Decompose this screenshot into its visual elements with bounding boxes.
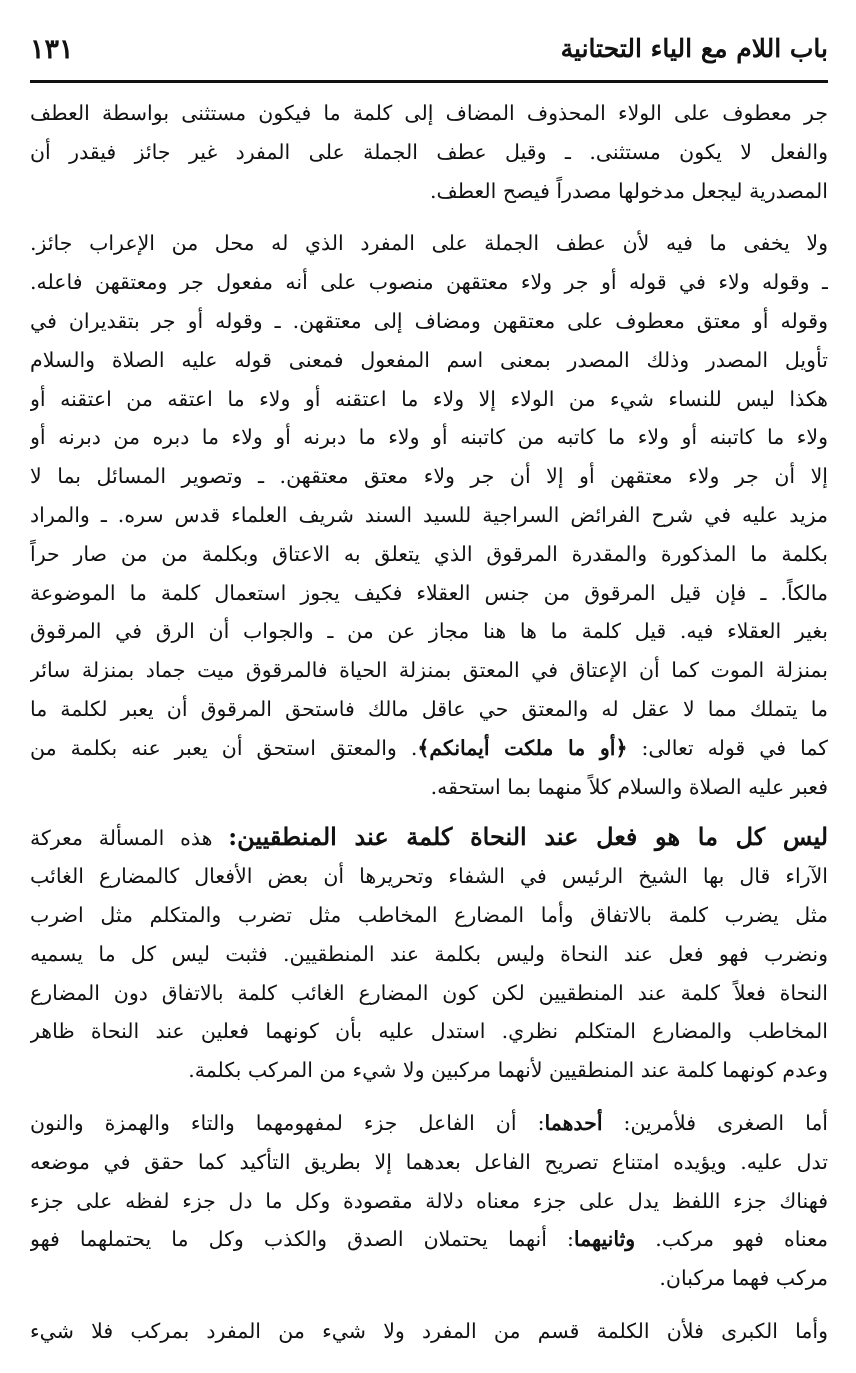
text-line: ولاء ما كاتبنه أو ولاء ما كاتبه من كاتبنه أو ولاء ما دبرنه أو ولاء ما دبره من دبرنه أو (30, 425, 828, 450)
text-line (30, 1104, 828, 1143)
text-line: الآراء قال بها الشيخ الرئيس في الشفاء وتحريرها أن بعض الأفعال كالمضارع الغائب (30, 864, 828, 889)
text-span: : أنهما يحتملان الصدق والكذب وكل ما يحتملهما فهو (30, 1227, 574, 1252)
text-line: النحاة فعلاً كلمة عند المنطقيين لكن كون المضارع الغائب كلمة بالاتفاق دون المضارع (30, 980, 828, 1005)
bold-term: أحدهما (544, 1110, 603, 1135)
text-line: والفعل لا يكون مستثنى. ـ وقيل عطف الجملة على المفرد غير جائز فيقدر أن (30, 139, 828, 164)
page-number: ١٣١ (30, 34, 74, 65)
paragraph-gap (30, 1298, 828, 1312)
paragraph-gap (30, 806, 828, 818)
text-line: مثل يضرب كلمة بالاتفاق وأما المضارع المخاطب مثل تضرب والمتكلم مثل اضرب (30, 902, 828, 927)
section-heading-line (30, 818, 828, 857)
text-line: مركب فهما مركبان. (659, 1266, 828, 1291)
text-line: جر معطوف على الولاء المحذوف المضاف إلى كلمة ما فيكون مستثنى بواسطة العطف (30, 101, 828, 125)
text-line (30, 1220, 828, 1259)
page-header (30, 34, 828, 78)
section-heading-rest: هذه المسألة معركة (30, 826, 229, 851)
text-line: بمنزلة الموت كما أن الإعتاق في المعتق بمنزلة الحياة فالمرقوق ميت جماد بمنزلة سائر (30, 658, 828, 683)
text-line: وعدم كونهما كلمة عند المنطقيين لأنهما مركبين ولا شيء من المركب بكلمة. (188, 1058, 828, 1083)
text-line: بكلمة ما المذكورة والمقدرة المرقوق الذي يتعلق به الاعتاق وبكلمة من من صار حراً (30, 541, 828, 566)
quote-intro: كما في قوله تعالى: (627, 735, 828, 760)
text-line: ما يتملك مما لا عقل له والمعتق حي عاقل مالك فاستحق المرقوق أن يعبر لكلمة ما (30, 696, 828, 721)
text-line: بغير العقلاء فيه. قيل كلمة ما ها هنا مجاز عن من ـ والجواب أن الرق في المرقوق (30, 619, 828, 644)
text-line: هكذا ليس للنساء شيء من الولاء إلا ولاء ما اعتقنه أو ولاء ما اعتقه من اعتقنه أو (30, 386, 828, 411)
text-line: ونضرب فهو فعل عند النحاة وليس بكلمة عند المنطقيين. فثبت ليس كل ما يسميه (30, 941, 828, 966)
chapter-title: باب اللام مع الياء التحتانية (560, 34, 828, 63)
quran-quote: ﴿أو ما ملكت أيمانكم﴾ (417, 735, 628, 760)
text-line: المصدرية ليجعل مدخولها مصدراً فيصح العطف. (429, 178, 828, 203)
text-line: تأويل المصدر وذلك المصدر بمعنى اسم المفعول فمعنى قوله عليه الصلاة والسلام (30, 347, 828, 372)
bold-term: وثانيهما (573, 1227, 636, 1252)
text-line: ولا يخفى ما فيه لأن عطف الجملة على المفرد الذي له محل من الإعراب جائز. (30, 231, 828, 256)
quote-continuation: . والمعتق استحق أن يعبر عنه بكلمة من (30, 735, 418, 760)
text-line: مالكاً. ـ فإن قيل المرقوق من جنس العقلاء فكيف يجوز استعمال كلمة ما الموضوعة (30, 580, 828, 605)
text-span: : أن الفاعل جزء لمفهومهما والتاء والهمزة والنون (30, 1110, 545, 1135)
quote-line (30, 729, 828, 768)
text-line: وقوله أو معتق معطوف على معتقهن ومضاف إلى معتقهن. ـ وقوله أو جر بتقديران في (30, 308, 828, 333)
text-line: فهناك جزء اللفظ يدل على جزء معناه دلالة مقصودة وكل ما دل جزء لفظه على جزء (30, 1188, 828, 1213)
text-span: معناه فهو مركب. (635, 1227, 828, 1252)
header-divider (30, 80, 828, 83)
text-line: مزيد عليه في شرح الفرائض السراجية للسيد السند شريف العلماء قدس سره. ـ والمراد (30, 502, 828, 527)
text-line: المخاطب والمضارع المتكلم نظري. استدل عليه بأن كونهما فعلين عند النحاة ظاهر (30, 1019, 828, 1044)
section-heading: ليس كل ما هو فعل عند النحاة كلمة عند المنطقيين: (228, 822, 828, 852)
text-line: ـ وقوله ولاء في قوله أو جر ولاء معتقهن منصوب على أنه مفعول جر ومعتقهن فاعله. (30, 270, 828, 295)
text-line: فعبر عليه الصلاة والسلام كلاً منهما بما استحقه. (430, 774, 828, 799)
text-line: وأما الكبرى فلأن الكلمة قسم من المفرد ولا شيء من المفرد بمركب فلا شيء (30, 1318, 828, 1343)
paragraph-gap (30, 210, 828, 224)
paragraph-gap (30, 1090, 828, 1104)
page-body (30, 94, 828, 1351)
text-span: أما الصغرى فلأمرين: (602, 1110, 828, 1135)
text-line: إلا أن جر ولاء معتقهن أو إلا أن جر ولاء معتق معتقهن. ـ وتصوير المسائل بما لا (30, 464, 828, 489)
text-line: تدل عليه. ويؤيده امتناع تصريح الفاعل بعدهما إلا بطريق التأكيد كما حقق في موضعه (30, 1149, 828, 1174)
